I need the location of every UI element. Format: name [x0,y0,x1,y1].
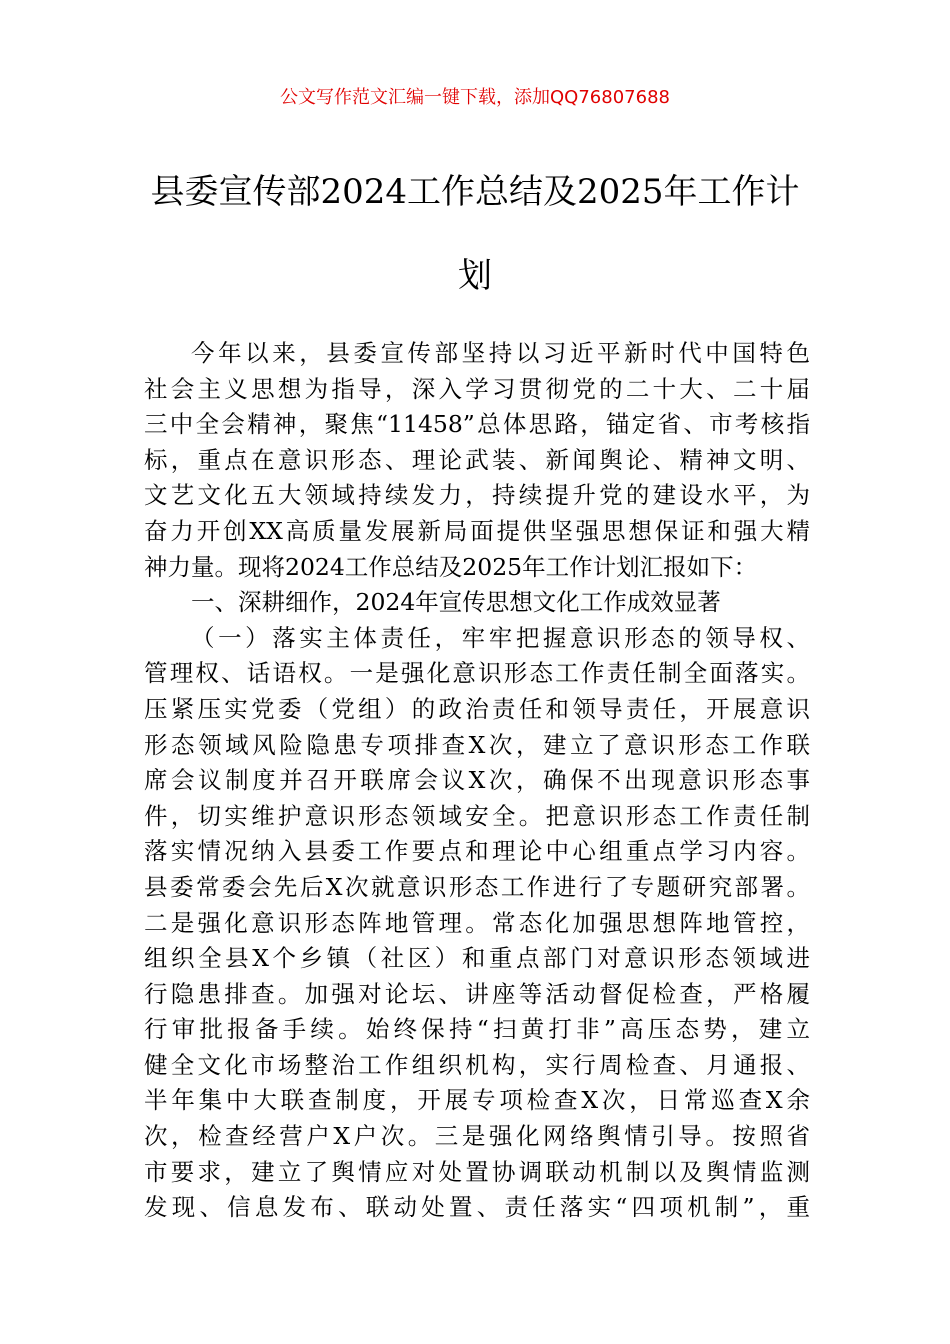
subsection-paragraph [144,621,810,1226]
text-line: 席会议制度并召开联席会议X次，确保不出现意识形态事 [144,766,810,795]
text-line: 奋力开创XX高质量发展新局面提供坚强思想保证和强大精 [144,516,810,545]
text-line: 组织全县X个乡镇（社区）和重点部门对意识形态领域进 [144,944,810,973]
text-line: 半年集中大联查制度，开展专项检查X次，日常巡查X余 [144,1086,810,1115]
text-line: （一）落实主体责任，牢牢把握意识形态的领导权、 [191,623,810,652]
text-line: 压紧压实党委（党组）的政治责任和领导责任，开展意识 [144,694,810,723]
text-line: 管理权、话语权。一是强化意识形态工作责任制全面落实。 [144,659,810,688]
text-line: 三中全会精神，聚焦“11458”总体思路，锚定省、市考核指 [144,410,810,439]
text-line: 行隐患排查。加强对论坛、讲座等活动督促检查，严格履 [144,979,810,1008]
text-line: 标，重点在意识形态、理论武装、新闻舆论、精神文明、 [144,445,810,474]
document-body [144,336,810,1226]
text-line: 县委常委会先后X次就意识形态工作进行了专题研究部署。 [144,872,810,901]
text-line: 健全文化市场整治工作组织机构，实行周检查、月通报、 [144,1050,810,1079]
section-heading: 一、深耕细作，2024年宣传思想文化工作成效显著 [191,588,721,617]
text-line: 落实情况纳入县委工作要点和理论中心组重点学习内容。 [144,837,810,866]
text-line: 形态领域风险隐患专项排查X次，建立了意识形态工作联 [144,730,810,759]
text-line: 发现、信息发布、联动处置、责任落实“四项机制”，重 [144,1193,810,1222]
text-line: 件，切实维护意识形态领域安全。把意识形态工作责任制 [144,801,810,830]
text-line: 神力量。现将2024工作总结及2025年工作计划汇报如下： [144,552,758,581]
watermark-banner: 公文写作范文汇编一键下载，添加QQ76807688 [280,87,670,108]
text-line: 文艺文化五大领域持续发力，持续提升党的建设水平，为 [144,481,810,510]
text-line: 社会主义思想为指导，深入学习贯彻党的二十大、二十届 [144,374,810,403]
document-title: 县委宣传部2024工作总结及2025年工作计划 [150,172,800,296]
text-line: 次，检查经营户X户次。三是强化网络舆情引导。按照省 [144,1122,810,1151]
text-line: 行审批报备手续。始终保持“扫黄打非”高压态势，建立 [144,1015,810,1044]
text-line: 二是强化意识形态阵地管理。常态化加强思想阵地管控， [144,908,810,937]
text-line: 今年以来，县委宣传部坚持以习近平新时代中国特色 [191,339,810,367]
intro-paragraph [144,336,810,585]
text-line: 市要求，建立了舆情应对处置协调联动机制以及舆情监测 [144,1157,810,1186]
